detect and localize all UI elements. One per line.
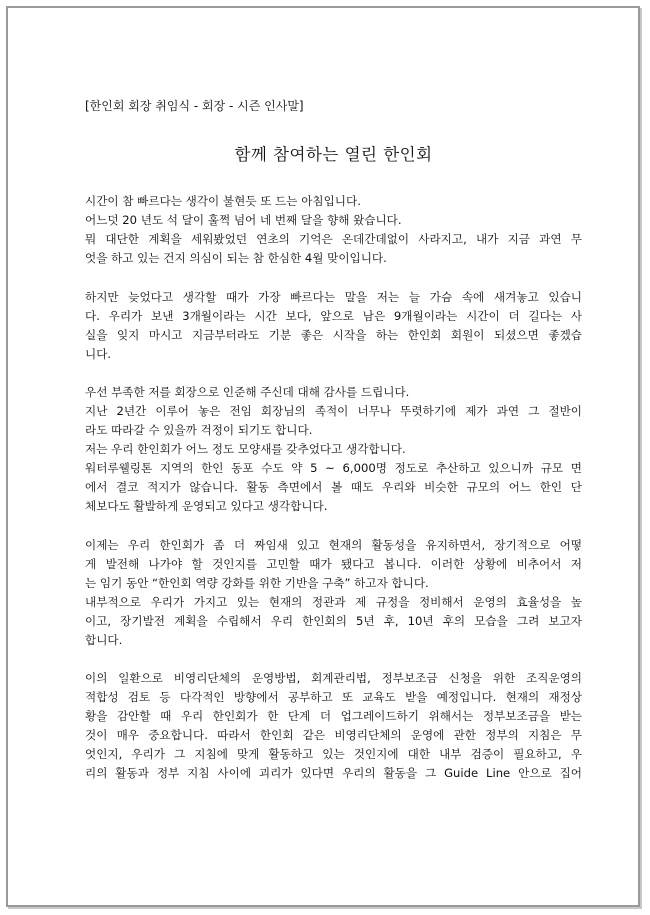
paragraph [85,192,582,268]
paragraph [85,669,582,783]
document-page [6,6,640,907]
text-line: 우선 부족한 저를 회장으로 인준해 주신데 대해 감사를 드립니다. [85,385,410,399]
paragraph-list [85,192,582,783]
text-line: 엇을 하고 있는 건지 의심이 되는 참 한심한 4월 맞이입니다. [85,251,387,265]
text-line: 다. 우리가 보낸 3개월이라는 시간 보다, 앞으로 남은 9개월이라는 시간이 더 길다는 사 [85,308,582,323]
text-line: 라도 따라갈 수 있을까 걱정이 되기도 합니다. [85,423,313,437]
text-line: 체보다도 활발하게 운영되고 있다고 생각합니다. [85,499,328,513]
text-line: 이제는 우리 한인회가 좀 더 짜임새 있고 현재의 활동성을 유지하면서, 장기적으로 어떻 [85,537,582,552]
document-body [85,98,582,803]
document-title: 함께 참여하는 열린 한인회 [234,145,433,164]
text-line: 이고, 장기발전 계획을 수립해서 우리 한인회의 5년 후, 10년 후의 모습을 그려 보고자 [85,613,582,628]
text-line: 이의 일환으로 비영리단체의 운영방법, 회계관리법, 정부보조금 신청을 위한 조직운영의 [85,671,582,685]
text-line: 엇인지, 우리가 그 지침에 맞게 활동하고 있는 것인지에 대한 내부 검증이 필요하고, 우 [85,747,582,761]
text-line: 게 발전해 나가야 할 것인지를 고민할 때가 됐다고 봅니다. 이러한 상황에 비추어서 저 [85,556,582,571]
text-line: 니다. [85,346,112,361]
text-line: 합니다. [85,632,123,647]
paragraph [85,288,582,364]
text-line: 내부적으로 우리가 가지고 있는 현재의 정관과 제 규정을 정비해서 운영의 효율성을 높 [85,594,582,609]
text-line: 저는 우리 한인회가 어느 정도 모양새를 갖추었다고 생각합니다. [85,442,406,456]
text-line: 것이 매우 중요합니다. 따라서 한인회 같은 비영리단체의 운영에 관한 정부의 지침은 무 [85,728,582,742]
text-line: 실을 잊지 마시고 지금부터라도 기분 좋은 시작을 하는 한인회 회원이 되셨으면 좋겠습 [85,327,582,342]
paragraph [85,536,582,650]
text-line: 어느덧 20 년도 석 달이 훌쩍 넘어 네 번째 달을 향해 왔습니다. [85,213,402,227]
text-line: 워터루웰링톤 지역의 한인 동포 수도 약 5 ~ 6,000명 정도로 추산하고 있으니까 규모 면 [85,461,582,475]
header-label: [한인회 회장 취임식 - 회장 - 시즌 인사말] [85,99,304,113]
text-line: 하지만 늦었다고 생각할 때가 가장 빠르다는 말을 저는 늘 가슴 속에 새겨놓고 있습니 [85,289,582,304]
text-line: 뭐 대단한 계획을 세워봤었던 연초의 기억은 온데간데없이 사라지고, 내가 지금 과연 무 [85,232,582,246]
text-line: 에서 결코 적지가 않습니다. 활동 측면에서 볼 때도 우리와 비슷한 규모의 어느 한인 단 [85,480,582,494]
text-line: 리의 활동과 정부 지침 사이에 괴리가 있다면 우리의 활동을 그 Guide Line 안으로 집어 [85,766,582,780]
text-line: 황을 감안할 때 우리 한인회가 한 단계 더 업그레이드하기 위해서는 정부보조금을 받는 [85,709,582,723]
text-line: 적합성 검토 등 다각적인 방향에서 공부하고 또 교육도 받을 예정입니다. 현재의 재정상 [85,690,582,704]
text-line: 시간이 참 빠르다는 생각이 불현듯 또 드는 아침입니다. [85,194,361,208]
text-line: 는 임기 동안 “한인회 역량 강화를 위한 기반을 구축” 하고자 합니다. [85,575,429,590]
paragraph [85,383,582,516]
text-line: 지난 2년간 이루어 놓은 전임 회장님의 족적이 너무나 뚜렷하기에 제가 과연 그 절반이 [85,404,582,418]
